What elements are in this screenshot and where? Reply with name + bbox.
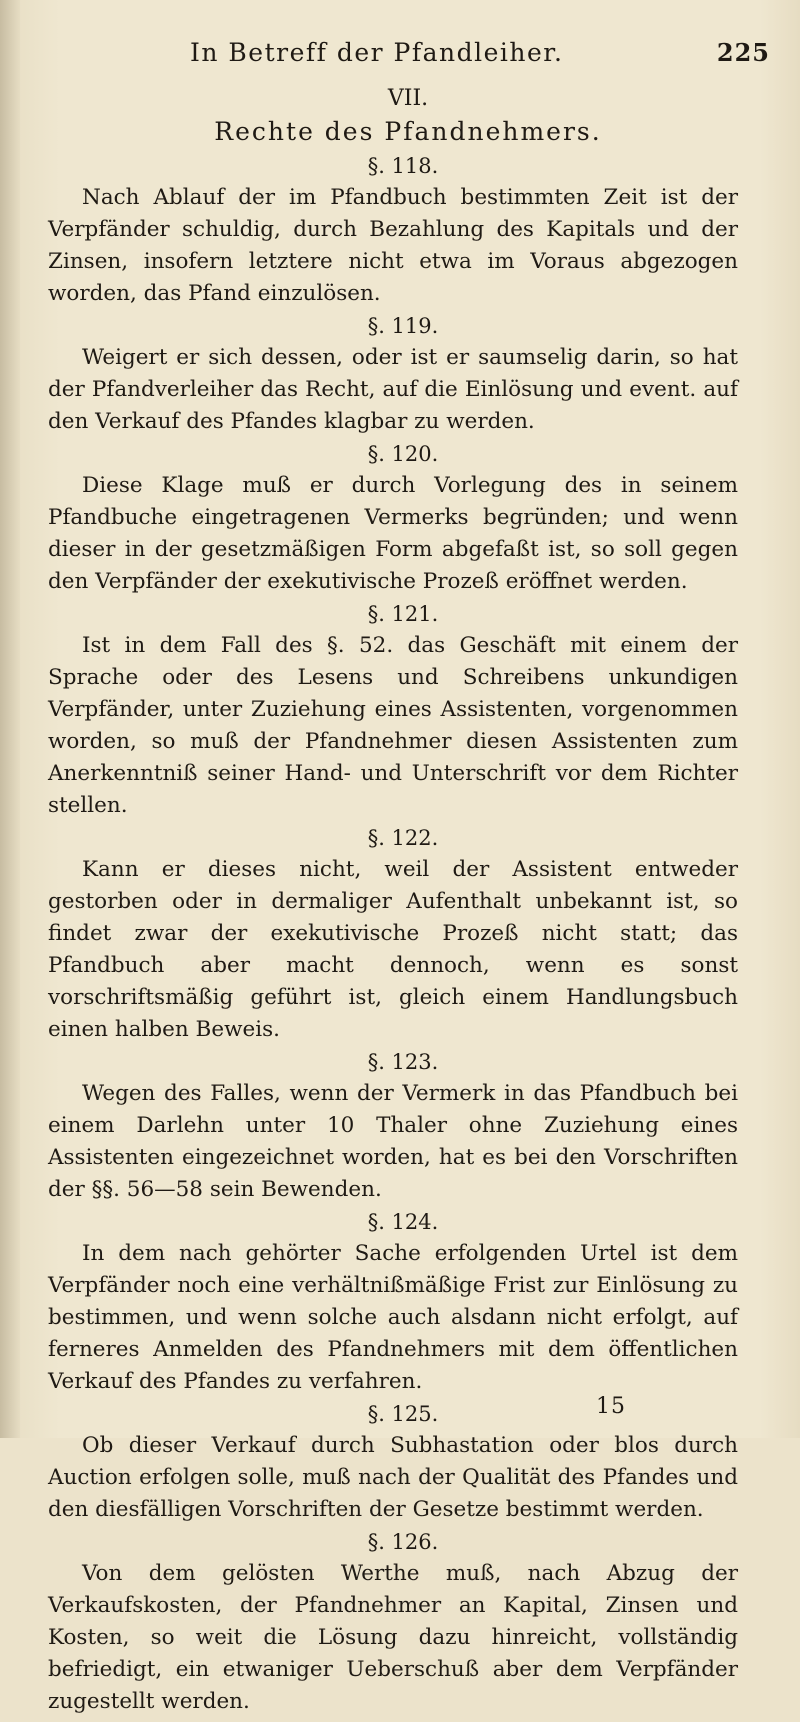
page-content xyxy=(48,80,738,1722)
section-text: Weigert er sich dessen, oder ist er saumselig darin, so hat der Pfandverleiher das Recht, auf die Einlösung und event. auf den Verkauf des Pfandes klagbar zu werden. xyxy=(48,345,738,434)
section-text: Ist in dem Fall des §. 52. das Geschäft mit einem der Sprache oder des Lesens und Schreibens unkundigen Verpfänder, unter Zuziehung eines Assistenten, vorgenommen worden, so muß der Pfandnehmer diesen Assistenten zum Anerkenntniß seiner Hand- und Unterschrift vor dem Richter stellen. xyxy=(48,633,738,818)
section-123 xyxy=(48,1050,738,1206)
section-number: §. 125. xyxy=(367,1402,439,1426)
page-number: 225 xyxy=(716,38,770,67)
section-text: In dem nach gehörter Sache erfolgenden Urtel ist dem Verpfänder noch eine verhältnißmäßige Frist zur Einlösung zu bestimmen, und wenn solche auch alsdann nicht erfolgt, auf ferneres Anmelden des Pfandnehmers mit dem öffentlichen Verkauf des Pfandes zu verfahren. xyxy=(48,1241,738,1394)
section-number: §. 123. xyxy=(367,1050,439,1074)
section-number: §. 120. xyxy=(367,442,439,466)
running-title: In Betreff der Pfandleiher. xyxy=(190,38,564,67)
chapter-title: Rechte des Pfandnehmers. xyxy=(214,117,602,146)
section-124 xyxy=(48,1210,738,1398)
section-number: §. 124. xyxy=(367,1210,439,1234)
section-118 xyxy=(48,154,738,310)
section-number: §. 119. xyxy=(367,314,439,338)
section-120 xyxy=(48,442,738,598)
section-number: §. 121. xyxy=(367,602,439,626)
section-126 xyxy=(48,1530,738,1718)
section-number: §. 122. xyxy=(367,826,439,850)
section-119 xyxy=(48,314,738,438)
section-text: Von dem gelösten Werthe muß, nach Abzug der Verkaufskosten, der Pfandnehmer an Kapital, Zinsen und Kosten, so weit die Lösung dazu hinreicht, vollständig befriedigt, ein etwaniger Ueberschuß aber dem Verpfänder zugestellt werden. xyxy=(48,1561,738,1714)
section-text: Diese Klage muß er durch Vorlegung des in seinem Pfandbuche eingetragenen Vermerks begründen; und wenn dieser in der gesetzmäßigen Form abgefaßt ist, so soll gegen den Verpfänder der exekutivische Prozeß eröffnet werden. xyxy=(48,473,738,594)
chapter-number: VII. xyxy=(387,86,429,111)
signature-mark: 15 xyxy=(596,1394,626,1419)
section-number: §. 118. xyxy=(367,154,439,178)
running-head xyxy=(150,38,770,70)
section-text: Kann er dieses nicht, weil der Assistent entweder gestorben oder in dermaliger Aufenthalt unbekannt ist, so findet zwar der exekutivische Prozeß nicht statt; das Pfandbuch aber macht dennoch, wenn es sonst vorschriftsmäßig geführt ist, gleich einem Handlungsbuch einen halben Beweis. xyxy=(48,857,738,1042)
section-125 xyxy=(48,1402,738,1526)
section-text: Ob dieser Verkauf durch Subhastation oder blos durch Auction erfolgen solle, muß nach der Qualität des Pfandes und den diesfälligen Vorschriften der Gesetze bestimmt werden. xyxy=(48,1433,738,1522)
section-number: §. 126. xyxy=(367,1530,439,1554)
section-text: Nach Ablauf der im Pfandbuch bestimmten Zeit ist der Verpfänder schuldig, durch Bezahlung des Kapitals und der Zinsen, insofern letztere nicht etwa im Voraus abgezogen worden, das Pfand einzulösen. xyxy=(48,185,738,306)
page-binding-edge xyxy=(0,0,20,1438)
section-121 xyxy=(48,602,738,822)
section-text: Wegen des Falles, wenn der Vermerk in das Pfandbuch bei einem Darlehn unter 10 Thaler ohne Zuziehung eines Assistenten eingezeichnet worden, hat es bei den Vorschriften der §§. 56—58 sein Bewenden. xyxy=(48,1081,738,1202)
section-122 xyxy=(48,826,738,1046)
